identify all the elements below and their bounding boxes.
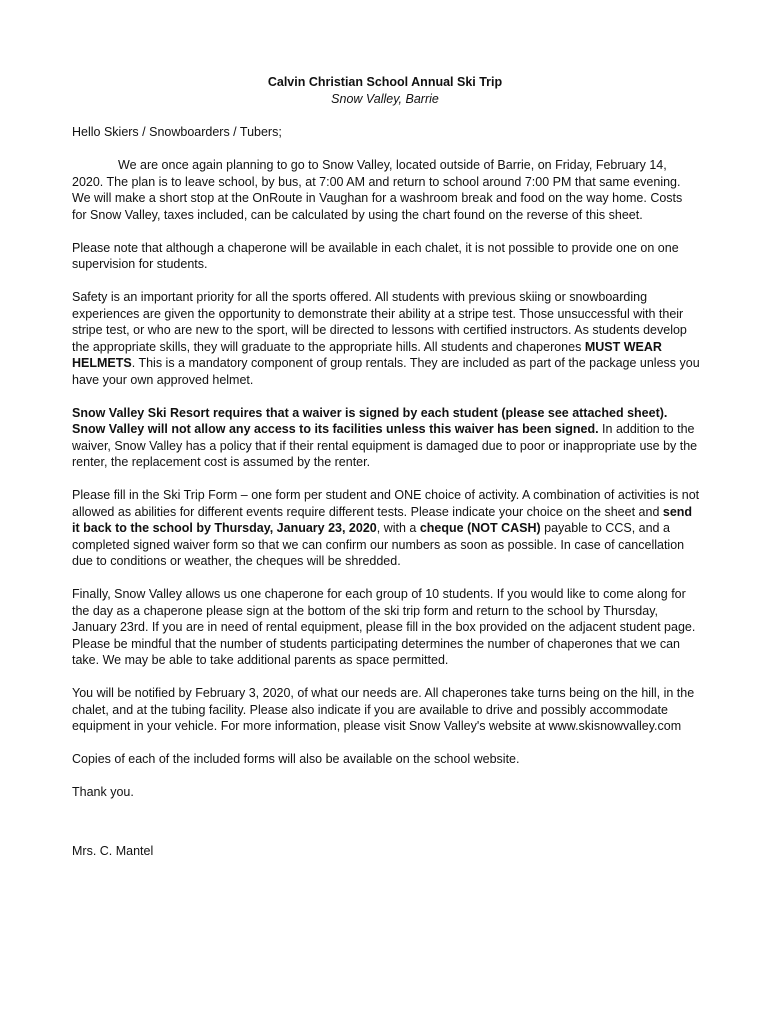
cheque-text: cheque (NOT CASH): [419, 521, 541, 535]
deadline-text: send it back to the school by Thursday, January 23, 2020: [72, 504, 693, 535]
letter-subtitle: Snow Valley, Barrie: [331, 92, 439, 106]
paragraph-safety: [72, 289, 700, 388]
paragraph-form-instructions: [72, 487, 700, 570]
signature: Mrs. C. Mantel: [72, 844, 154, 858]
form-text-3: payable to CCS, and a completed signed waiver form so that we can confirm our numbers as soon as possible. In case of cancellation due to conditions or weather, the cheques will be shredded.: [72, 521, 685, 568]
safety-text-1: Safety is an important priority for all the sports offered. All students with previous skiing or snowboarding experiences are given the opportunity to demonstrate their ability at a stripe test. Those unsuccessful with their stripe test, or who are new to the sport, will be directed to lessons with certified instructors. As students develop the appropriate skills, they will graduate to the appropriate hills. All students and chaperones: [72, 290, 687, 354]
signature-gap: [72, 817, 700, 843]
safety-text-2: . This is a mandatory component of group rentals. They are included as part of the package unless you have your own approved helmet.: [72, 356, 700, 387]
form-text-2: , with a: [376, 521, 420, 535]
waiver-text: In addition to the waiver, Snow Valley has a policy that if their rental equipment is damaged due to poor or inappropriate use by the renter, the replacement cost is assumed by the renter.: [72, 422, 698, 469]
paragraph-waiver: [72, 405, 700, 471]
paragraph-chaperones: Finally, Snow Valley allows us one chaperone for each group of 10 students. If you would like to come along for the day as a chaperone please sign at the bottom of the ski trip form and return to the school by Thursday, January 23rd. If you are in need of rental equipment, please fill in the box provided on the adjacent student page. Please be mindful that the number of students participating determines the number of chaperones that we can take. We may be able to take additional parents as space permitted.: [72, 587, 696, 667]
waiver-requirement: Snow Valley Ski Resort requires that a waiver is signed by each student (please see attached sheet). Snow Valley will not allow any access to its facilities unless this waiver has been signed.: [72, 405, 668, 436]
paragraph-supervision: Please note that although a chaperone will be available in each chalet, it is not possible to provide one on one supervision for students.: [72, 240, 679, 271]
closing: Thank you.: [72, 785, 134, 799]
paragraph-notification: You will be notified by February 3, 2020, of what our needs are. All chaperones take turns being on the hill, in the chalet, and at the tubing facility. Please also indicate if you are available to drive and possibly accommodate equipment in your vehicle. For more information, please visit Snow Valley's website at www.skisnowvalley.com: [72, 686, 695, 733]
letter-title: Calvin Christian School Annual Ski Trip: [267, 75, 503, 89]
paragraph-trip-details: We are once again planning to go to Snow Valley, located outside of Barrie, on Friday, February 14, 2020. The plan is to leave school, by bus, at 7:00 AM and return to school around 7:00 PM that same evening. We will make a short stop at the OnRoute in Vaughan for a washroom break and food on the way home. Costs for Snow Valley, taxes included, can be calculated by using the chart found on the reverse of this sheet.: [72, 158, 683, 222]
helmet-requirement: MUST WEAR HELMETS: [72, 339, 662, 370]
paragraph-copies: Copies of each of the included forms will also be available on the school website.: [72, 752, 520, 766]
letter-body: [72, 124, 700, 876]
form-text-1: Please fill in the Ski Trip Form – one form per student and ONE choice of activity. A combination of activities is not allowed as abilities for different events require different tests. Please indicate your choice on the sheet and: [72, 488, 700, 519]
greeting: Hello Skiers / Snowboarders / Tubers;: [72, 125, 282, 139]
